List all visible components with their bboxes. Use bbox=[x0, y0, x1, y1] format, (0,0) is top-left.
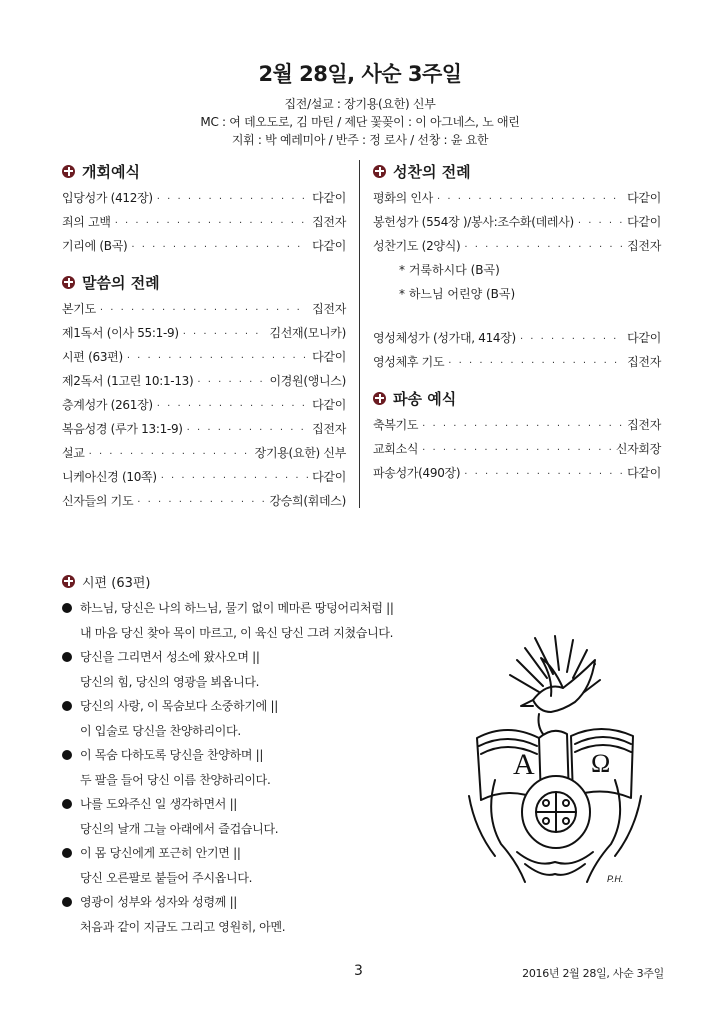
cross-icon bbox=[62, 165, 75, 178]
page-title: 2월 28일, 사순 3주일 bbox=[258, 62, 462, 86]
section-eucharist-heading: 성찬의 전례 bbox=[373, 160, 661, 182]
order-row: 봉헌성가 (554장 )/봉사:조수화(데레사) · · · 다같이 bbox=[373, 210, 661, 234]
cross-icon bbox=[62, 276, 75, 289]
bullet-icon bbox=[62, 652, 72, 662]
bullet-icon bbox=[62, 897, 72, 907]
credits bbox=[0, 95, 720, 149]
order-row: 파송성가(490장) · · · 다같이 bbox=[373, 461, 661, 485]
footer-date: 2016년 2월 28일, 사순 3주일 bbox=[522, 967, 664, 980]
psalm-response: 내 마음 당신 찾아 목이 마르고, 이 육신 당신 그려 지쳤습니다. bbox=[80, 625, 394, 640]
order-row: 영성체후 기도 · · · 집전자 bbox=[373, 350, 661, 374]
sub-item: * 거룩하시다 (B곡) bbox=[399, 263, 500, 277]
order-row: 기리에 (B곡) · · · 다같이 bbox=[62, 234, 346, 258]
order-row: 시편 (63편) · · · 다같이 bbox=[62, 345, 346, 369]
order-row: 교회소식 · · · 신자회장 bbox=[373, 437, 661, 461]
order-row: 입당성가 (412장) · · · 다같이 bbox=[62, 186, 346, 210]
credit-line-mc: MC : 여 데오도로, 김 마틴 / 제단 꽃꽂이 : 이 아그네스, 노 애린 bbox=[200, 115, 520, 129]
psalm-response: 당신의 날개 그늘 아래에서 즐겁습니다. bbox=[80, 821, 279, 836]
order-row: 제1독서 (이사 55:1-9) · · · 김선재(모니카) bbox=[62, 321, 346, 345]
column-divider bbox=[359, 160, 360, 508]
page-number: 3 bbox=[354, 963, 363, 979]
psalm-heading: 시편 (63편) bbox=[62, 570, 452, 592]
credit-line-music: 지휘 : 박 예레미아 / 반주 : 정 로사 / 선창 : 윤 요한 bbox=[231, 133, 489, 147]
artist-signature: P.H. bbox=[607, 874, 624, 884]
psalm-response: 이 입술로 당신을 찬양하리이다. bbox=[80, 723, 241, 738]
section-opening-heading: 개회예식 bbox=[62, 160, 346, 182]
cross-icon bbox=[62, 575, 75, 588]
psalm-verse: 하느님, 당신은 나의 하느님, 물기 없이 메마른 땅덩어리처럼 || bbox=[62, 596, 452, 621]
order-row: 죄의 고백 · · · 집전자 bbox=[62, 210, 346, 234]
sub-item: * 하느님 어린양 (B곡) bbox=[399, 287, 516, 301]
cross-icon bbox=[373, 165, 386, 178]
left-column bbox=[62, 160, 346, 513]
order-row: 니케아신경 (10쪽) · · · 다같이 bbox=[62, 465, 346, 489]
bullet-icon bbox=[62, 848, 72, 858]
psalm-verse: 이 목숨 다하도록 당신을 찬양하며 || bbox=[62, 743, 452, 768]
order-row: 성찬기도 (2양식) · · · 집전자 bbox=[373, 234, 661, 258]
bullet-icon bbox=[62, 750, 72, 760]
psalm-verse: 이 몸 당신에게 포근히 안기면 || bbox=[62, 841, 452, 866]
order-row: 층계성가 (261장) · · · 다같이 bbox=[62, 393, 346, 417]
section-dismissal-heading: 파송 예식 bbox=[373, 387, 661, 409]
alpha-letter: A bbox=[513, 748, 535, 781]
section-word-heading: 말씀의 전례 bbox=[62, 271, 346, 293]
psalm-verse: 영광이 성부와 성자와 성령께 || bbox=[62, 890, 452, 915]
order-row: 영성체성가 (성가대, 414장) · · · 다같이 bbox=[373, 326, 661, 350]
order-row: 축복기도 · · · 집전자 bbox=[373, 413, 661, 437]
psalm-verse: 당신의 사랑, 이 목숨보다 소중하기에 || bbox=[62, 694, 452, 719]
right-column bbox=[373, 160, 661, 485]
order-row: 평화의 인사 · · · 다같이 bbox=[373, 186, 661, 210]
credit-line-celebrant: 집전/설교 : 장기용(요한) 신부 bbox=[284, 97, 436, 111]
psalm-response: 당신 오른팔로 붙들어 주시옵니다. bbox=[80, 870, 253, 885]
psalm-response: 처음과 같이 지금도 그리고 영원히, 아멘. bbox=[80, 919, 286, 934]
order-row: 제2독서 (1고린 10:1-13) · · · 이경원(앵니스) bbox=[62, 369, 346, 393]
dove-book-chalice-illustration bbox=[455, 630, 655, 892]
order-row: 신자들의 기도 · · · 강승희(휘데스) bbox=[62, 489, 346, 513]
bullet-icon bbox=[62, 701, 72, 711]
order-row: 설교 · · · 장기용(요한) 신부 bbox=[62, 441, 346, 465]
omega-letter: Ω bbox=[591, 749, 611, 778]
psalm-verse: 나를 도와주신 일 생각하면서 || bbox=[62, 792, 452, 817]
order-row: 복음성경 (루가 13:1-9) · · · 집전자 bbox=[62, 417, 346, 441]
psalm-response: 당신의 힘, 당신의 영광을 뵈옵니다. bbox=[80, 674, 260, 689]
psalm-response: 두 팔을 들어 당신 이름 찬양하리이다. bbox=[80, 772, 271, 787]
psalm-verse: 당신을 그리면서 성소에 왔사오며 || bbox=[62, 645, 452, 670]
psalm-section bbox=[62, 570, 452, 939]
bullet-icon bbox=[62, 603, 72, 613]
bullet-icon bbox=[62, 799, 72, 809]
order-row: 본기도 · · · 집전자 bbox=[62, 297, 346, 321]
cross-icon bbox=[373, 392, 386, 405]
